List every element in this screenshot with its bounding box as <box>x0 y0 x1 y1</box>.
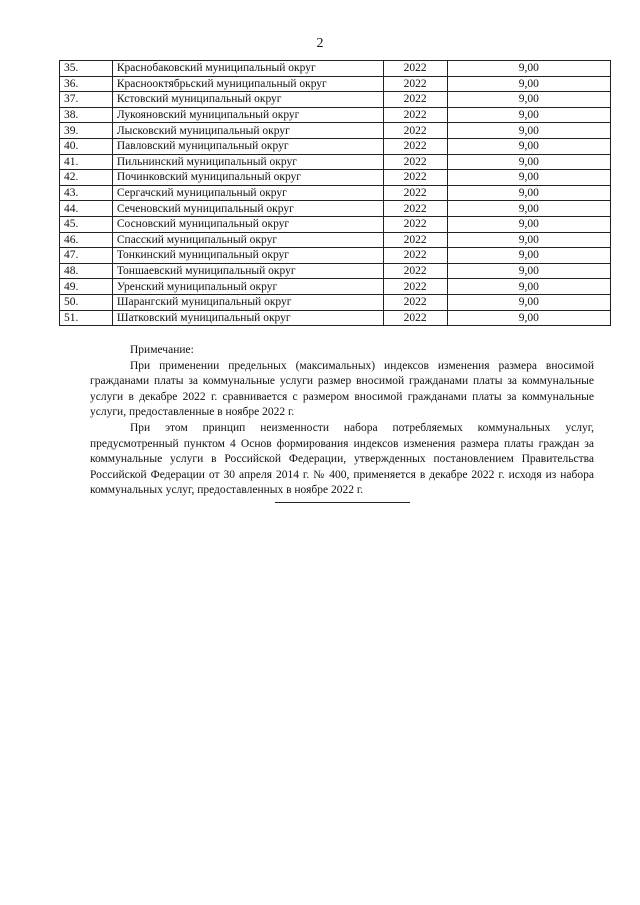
row-number: 44. <box>60 201 113 217</box>
table-row <box>60 123 611 139</box>
table-row <box>60 170 611 186</box>
row-number: 48. <box>60 263 113 279</box>
district-name: Спасский муниципальный округ <box>112 232 383 248</box>
table-row <box>60 216 611 232</box>
note-paragraph-1: При применении предельных (максимальных) индексов изменения размера вносимой гражданами платы за коммунальные услуги размер вносимой гражданами платы за коммунальные услуги в декабре 2022 г. сравнивается с размером вносимой гражданами платы за коммунальные услуги, предоставленные в ноябре 2022 г. <box>90 359 594 419</box>
row-year: 2022 <box>383 294 447 310</box>
district-name: Тоншаевский муниципальный округ <box>112 263 383 279</box>
row-value: 9,00 <box>447 170 610 186</box>
row-value: 9,00 <box>447 92 610 108</box>
row-year: 2022 <box>383 76 447 92</box>
district-name: Тонкинский муниципальный округ <box>112 248 383 264</box>
table-row <box>60 61 611 77</box>
table-row <box>60 201 611 217</box>
note-paragraph-2: При этом принцип неизменности набора потребляемых коммунальных услуг, предусмотренный пунктом 4 Основ формирования индексов изменения размера платы граждан за коммунальные услуги в Российской Федерации, утвержденных постановлением Правительства Российской Федерации от 30 апреля 2014 г. № 400, применяется в декабре 2022 г. исходя из набора коммунальных услуг, предоставленных в ноябре 2022 г. <box>90 421 594 497</box>
row-number: 38. <box>60 107 113 123</box>
district-name: Лукояновский муниципальный округ <box>112 107 383 123</box>
closing-line <box>275 502 410 503</box>
district-name: Починковский муниципальный округ <box>112 170 383 186</box>
row-value: 9,00 <box>447 216 610 232</box>
row-year: 2022 <box>383 310 447 326</box>
note-section <box>90 343 594 499</box>
district-name: Сергачский муниципальный округ <box>112 185 383 201</box>
table-row <box>60 138 611 154</box>
row-year: 2022 <box>383 61 447 77</box>
row-number: 47. <box>60 248 113 264</box>
district-name: Сосновский муниципальный округ <box>112 216 383 232</box>
district-name: Павловский муниципальный округ <box>112 138 383 154</box>
table-row <box>60 154 611 170</box>
row-value: 9,00 <box>447 76 610 92</box>
row-number: 46. <box>60 232 113 248</box>
table-row <box>60 92 611 108</box>
row-value: 9,00 <box>447 248 610 264</box>
row-value: 9,00 <box>447 185 610 201</box>
table-row <box>60 185 611 201</box>
row-number: 36. <box>60 76 113 92</box>
row-number: 39. <box>60 123 113 139</box>
row-number: 41. <box>60 154 113 170</box>
row-value: 9,00 <box>447 294 610 310</box>
district-name: Шатковский муниципальный округ <box>112 310 383 326</box>
table-row <box>60 248 611 264</box>
row-year: 2022 <box>383 232 447 248</box>
district-name: Пильнинский муниципальный округ <box>112 154 383 170</box>
row-year: 2022 <box>383 201 447 217</box>
table-row <box>60 232 611 248</box>
row-year: 2022 <box>383 185 447 201</box>
row-value: 9,00 <box>447 61 610 77</box>
district-name: Краснобаковский муниципальный округ <box>112 61 383 77</box>
row-value: 9,00 <box>447 232 610 248</box>
row-value: 9,00 <box>447 263 610 279</box>
row-year: 2022 <box>383 107 447 123</box>
row-year: 2022 <box>383 92 447 108</box>
row-number: 50. <box>60 294 113 310</box>
row-year: 2022 <box>383 154 447 170</box>
table-row <box>60 294 611 310</box>
row-year: 2022 <box>383 279 447 295</box>
district-name: Краснооктябрьский муниципальный округ <box>112 76 383 92</box>
district-name: Сеченовский муниципальный округ <box>112 201 383 217</box>
row-number: 37. <box>60 92 113 108</box>
districts-table <box>59 60 611 326</box>
row-year: 2022 <box>383 123 447 139</box>
row-number: 49. <box>60 279 113 295</box>
table-row <box>60 310 611 326</box>
row-year: 2022 <box>383 138 447 154</box>
row-year: 2022 <box>383 248 447 264</box>
table-body <box>60 61 611 326</box>
row-number: 35. <box>60 61 113 77</box>
row-number: 42. <box>60 170 113 186</box>
page-number: 2 <box>316 36 324 51</box>
table-row <box>60 279 611 295</box>
row-year: 2022 <box>383 263 447 279</box>
row-value: 9,00 <box>447 310 610 326</box>
row-number: 45. <box>60 216 113 232</box>
district-name: Шарангский муниципальный округ <box>112 294 383 310</box>
table-row <box>60 107 611 123</box>
row-number: 43. <box>60 185 113 201</box>
row-value: 9,00 <box>447 201 610 217</box>
row-value: 9,00 <box>447 138 610 154</box>
table-row <box>60 263 611 279</box>
row-year: 2022 <box>383 216 447 232</box>
row-year: 2022 <box>383 170 447 186</box>
row-value: 9,00 <box>447 107 610 123</box>
row-value: 9,00 <box>447 154 610 170</box>
row-number: 40. <box>60 138 113 154</box>
row-value: 9,00 <box>447 279 610 295</box>
row-number: 51. <box>60 310 113 326</box>
table-row <box>60 76 611 92</box>
row-value: 9,00 <box>447 123 610 139</box>
note-title: Примечание: <box>130 344 194 356</box>
district-name: Кстовский муниципальный округ <box>112 92 383 108</box>
district-name: Лысковский муниципальный округ <box>112 123 383 139</box>
district-name: Уренский муниципальный округ <box>112 279 383 295</box>
